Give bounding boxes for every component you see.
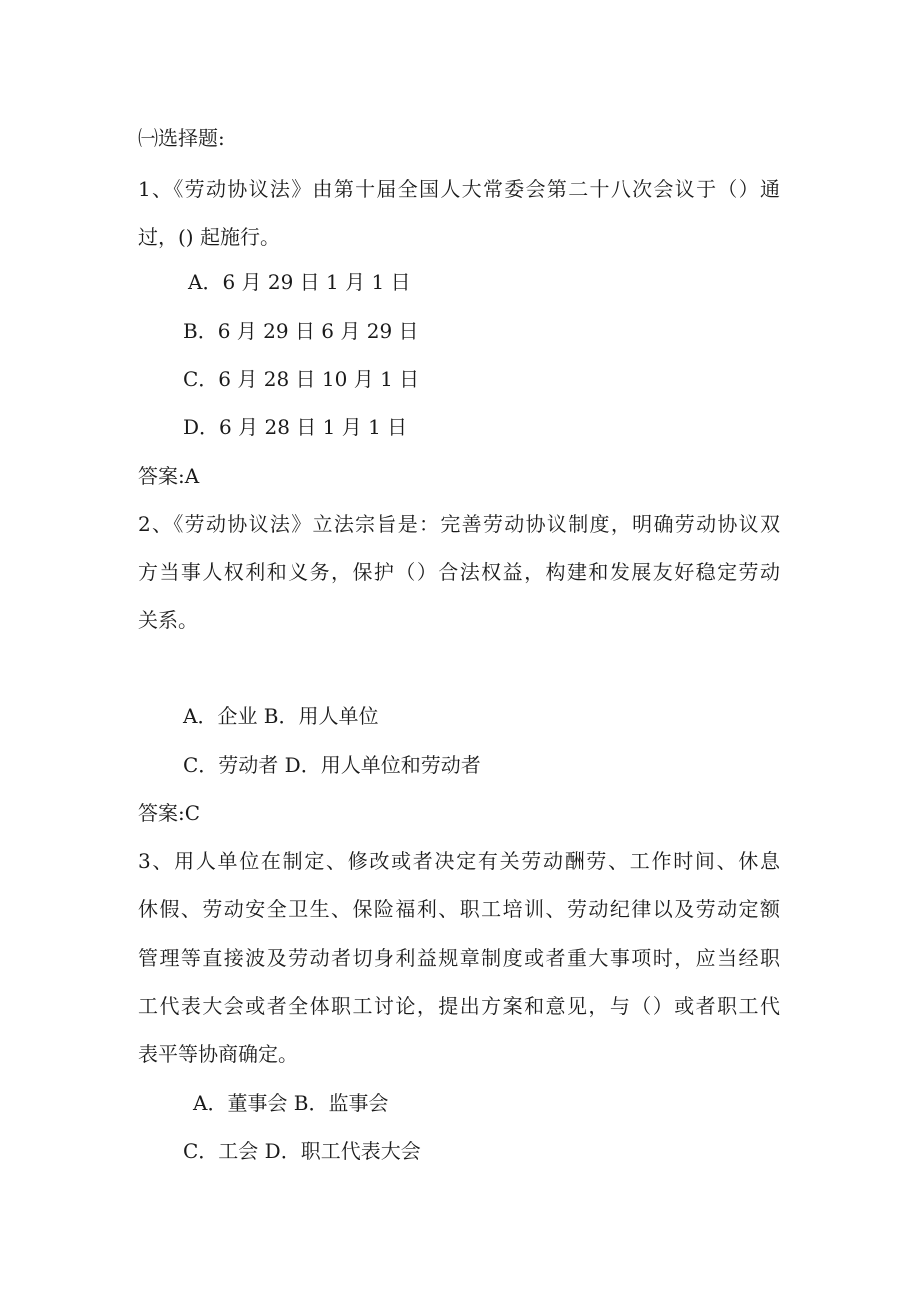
section-heading: ㈠选择题: (138, 126, 225, 150)
question-1-option-a: A．6 月 29 日 1 月 1 日 (188, 270, 411, 294)
question-3-line-1: 3、用人单位在制定、修改或者决定有关劳动酬劳、工作时间、休息 (138, 849, 780, 873)
question-1-option-d: D．6 月 28 日 1 月 1 日 (183, 415, 408, 439)
question-1-option-b: B．6 月 29 日 6 月 29 日 (183, 319, 419, 343)
question-1-option-c: C．6 月 28 日 10 月 1 日 (183, 367, 420, 391)
question-1-answer: 答案:A (138, 464, 200, 488)
question-2-line-1: 2、《劳动协议法》立法宗旨是：完善劳动协议制度，明确劳动协议双 (138, 512, 780, 536)
question-3-line-2: 休假、劳动安全卫生、保险福利、职工培训、劳动纪律以及劳动定额 (138, 897, 780, 921)
question-2-line-3: 关系。 (138, 608, 198, 632)
question-2-options-row-2: C．劳动者 D．用人单位和劳动者 (183, 753, 481, 777)
question-3-options-row-2: C．工会 D．职工代表大会 (183, 1139, 421, 1163)
question-3-line-4: 工代表大会或者全体职工讨论，提出方案和意见，与（）或者职工代 (138, 994, 780, 1018)
question-2-options-row-1: A．企业 B．用人单位 (183, 704, 379, 728)
question-2-line-2: 方当事人权利和义务，保护（）合法权益，构建和发展友好稳定劳动 (138, 560, 780, 584)
question-1-line-2: 过，() 起施行。 (138, 225, 280, 249)
question-1-line-1: 1、《劳动协议法》由第十届全国人大常委会第二十八次会议于（）通 (138, 177, 780, 201)
question-2-answer: 答案:C (138, 801, 201, 825)
question-3-line-3: 管理等直接波及劳动者切身利益规章制度或者重大事项时，应当经职 (138, 946, 780, 970)
question-3-options-row-1: A．董事会 B．监事会 (193, 1091, 389, 1115)
question-3-line-5: 表平等协商确定。 (138, 1042, 298, 1066)
